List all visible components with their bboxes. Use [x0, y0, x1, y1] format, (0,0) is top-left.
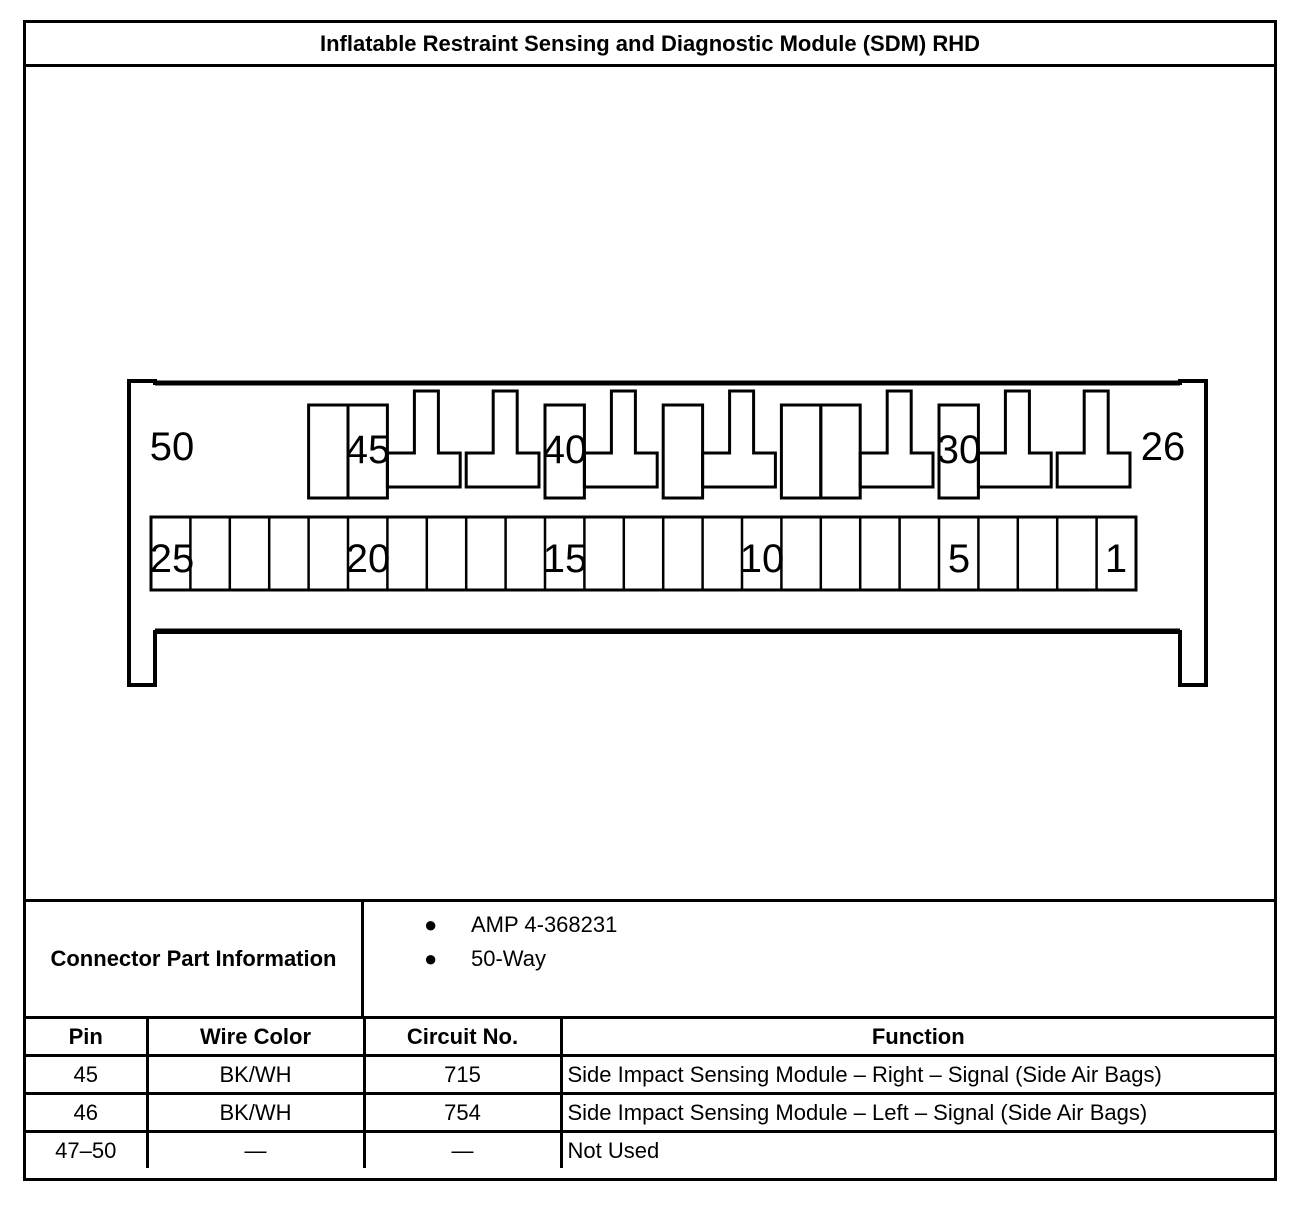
- connector-housing: [129, 381, 1206, 685]
- cavity-46: [309, 405, 348, 498]
- cell-pin: 47–50: [26, 1132, 147, 1169]
- pin-label-26: 26: [1140, 425, 1186, 469]
- cell-wire-color: BK/WH: [147, 1056, 364, 1094]
- pin-table: [26, 1016, 1274, 1168]
- key-tee: [978, 391, 1051, 487]
- info-item: [364, 942, 617, 976]
- pin-label-40: 40: [542, 428, 588, 472]
- info-label: Connector Part Information: [26, 902, 364, 1016]
- cell-circuit: 754: [364, 1094, 561, 1132]
- cell-function: Not Used: [561, 1132, 1274, 1169]
- cavity-37: [663, 405, 702, 498]
- key-tee: [466, 391, 539, 487]
- pin-label-20: 20: [345, 537, 391, 581]
- pin-label-25: 25: [149, 537, 195, 581]
- key-tee: [1057, 391, 1130, 487]
- cell-pin: 45: [26, 1056, 147, 1094]
- header-circuit: Circuit No.: [364, 1018, 561, 1056]
- part-number: AMP 4-368231: [471, 912, 618, 937]
- header-function: Function: [561, 1018, 1274, 1056]
- table-row: [26, 1056, 1274, 1094]
- key-tee: [387, 391, 460, 487]
- cell-circuit: —: [364, 1132, 561, 1169]
- pin-label-50: 50: [149, 425, 195, 469]
- page-title: Inflatable Restraint Sensing and Diagnostic Module (SDM) RHD: [26, 23, 1274, 67]
- connector-sheet: [23, 20, 1277, 1181]
- cavity-34: [781, 405, 820, 498]
- header-pin: Pin: [26, 1018, 147, 1056]
- table-header-row: [26, 1018, 1274, 1056]
- pin-label-45: 45: [345, 428, 391, 472]
- pin-label-10: 10: [739, 537, 785, 581]
- header-wire-color: Wire Color: [147, 1018, 364, 1056]
- table-row: [26, 1094, 1274, 1132]
- cell-pin: 46: [26, 1094, 147, 1132]
- pin-label-5: 5: [947, 537, 971, 581]
- key-tee: [703, 391, 776, 487]
- bullet-icon: ●: [424, 912, 438, 937]
- bullet-icon: ●: [424, 946, 438, 971]
- pin-label-30: 30: [936, 428, 982, 472]
- info-list: [364, 908, 617, 976]
- cell-wire-color: BK/WH: [147, 1094, 364, 1132]
- pin-label-15: 15: [542, 537, 588, 581]
- cell-function: Side Impact Sensing Module – Left – Signal (Side Air Bags): [561, 1094, 1274, 1132]
- connector-face-drawing: [26, 67, 1274, 899]
- pin-label-1: 1: [1104, 537, 1128, 581]
- table-row: [26, 1132, 1274, 1169]
- way-count: 50-Way: [471, 946, 546, 971]
- cell-wire-color: —: [147, 1132, 364, 1169]
- cavity-33: [821, 405, 860, 498]
- key-tee: [860, 391, 933, 487]
- connector-diagram: [26, 67, 1274, 899]
- connector-part-info: [26, 899, 1274, 1016]
- info-item: [364, 908, 617, 942]
- key-tee: [584, 391, 657, 487]
- cell-circuit: 715: [364, 1056, 561, 1094]
- bottom-row-outline: [151, 517, 1136, 590]
- cell-function: Side Impact Sensing Module – Right – Signal (Side Air Bags): [561, 1056, 1274, 1094]
